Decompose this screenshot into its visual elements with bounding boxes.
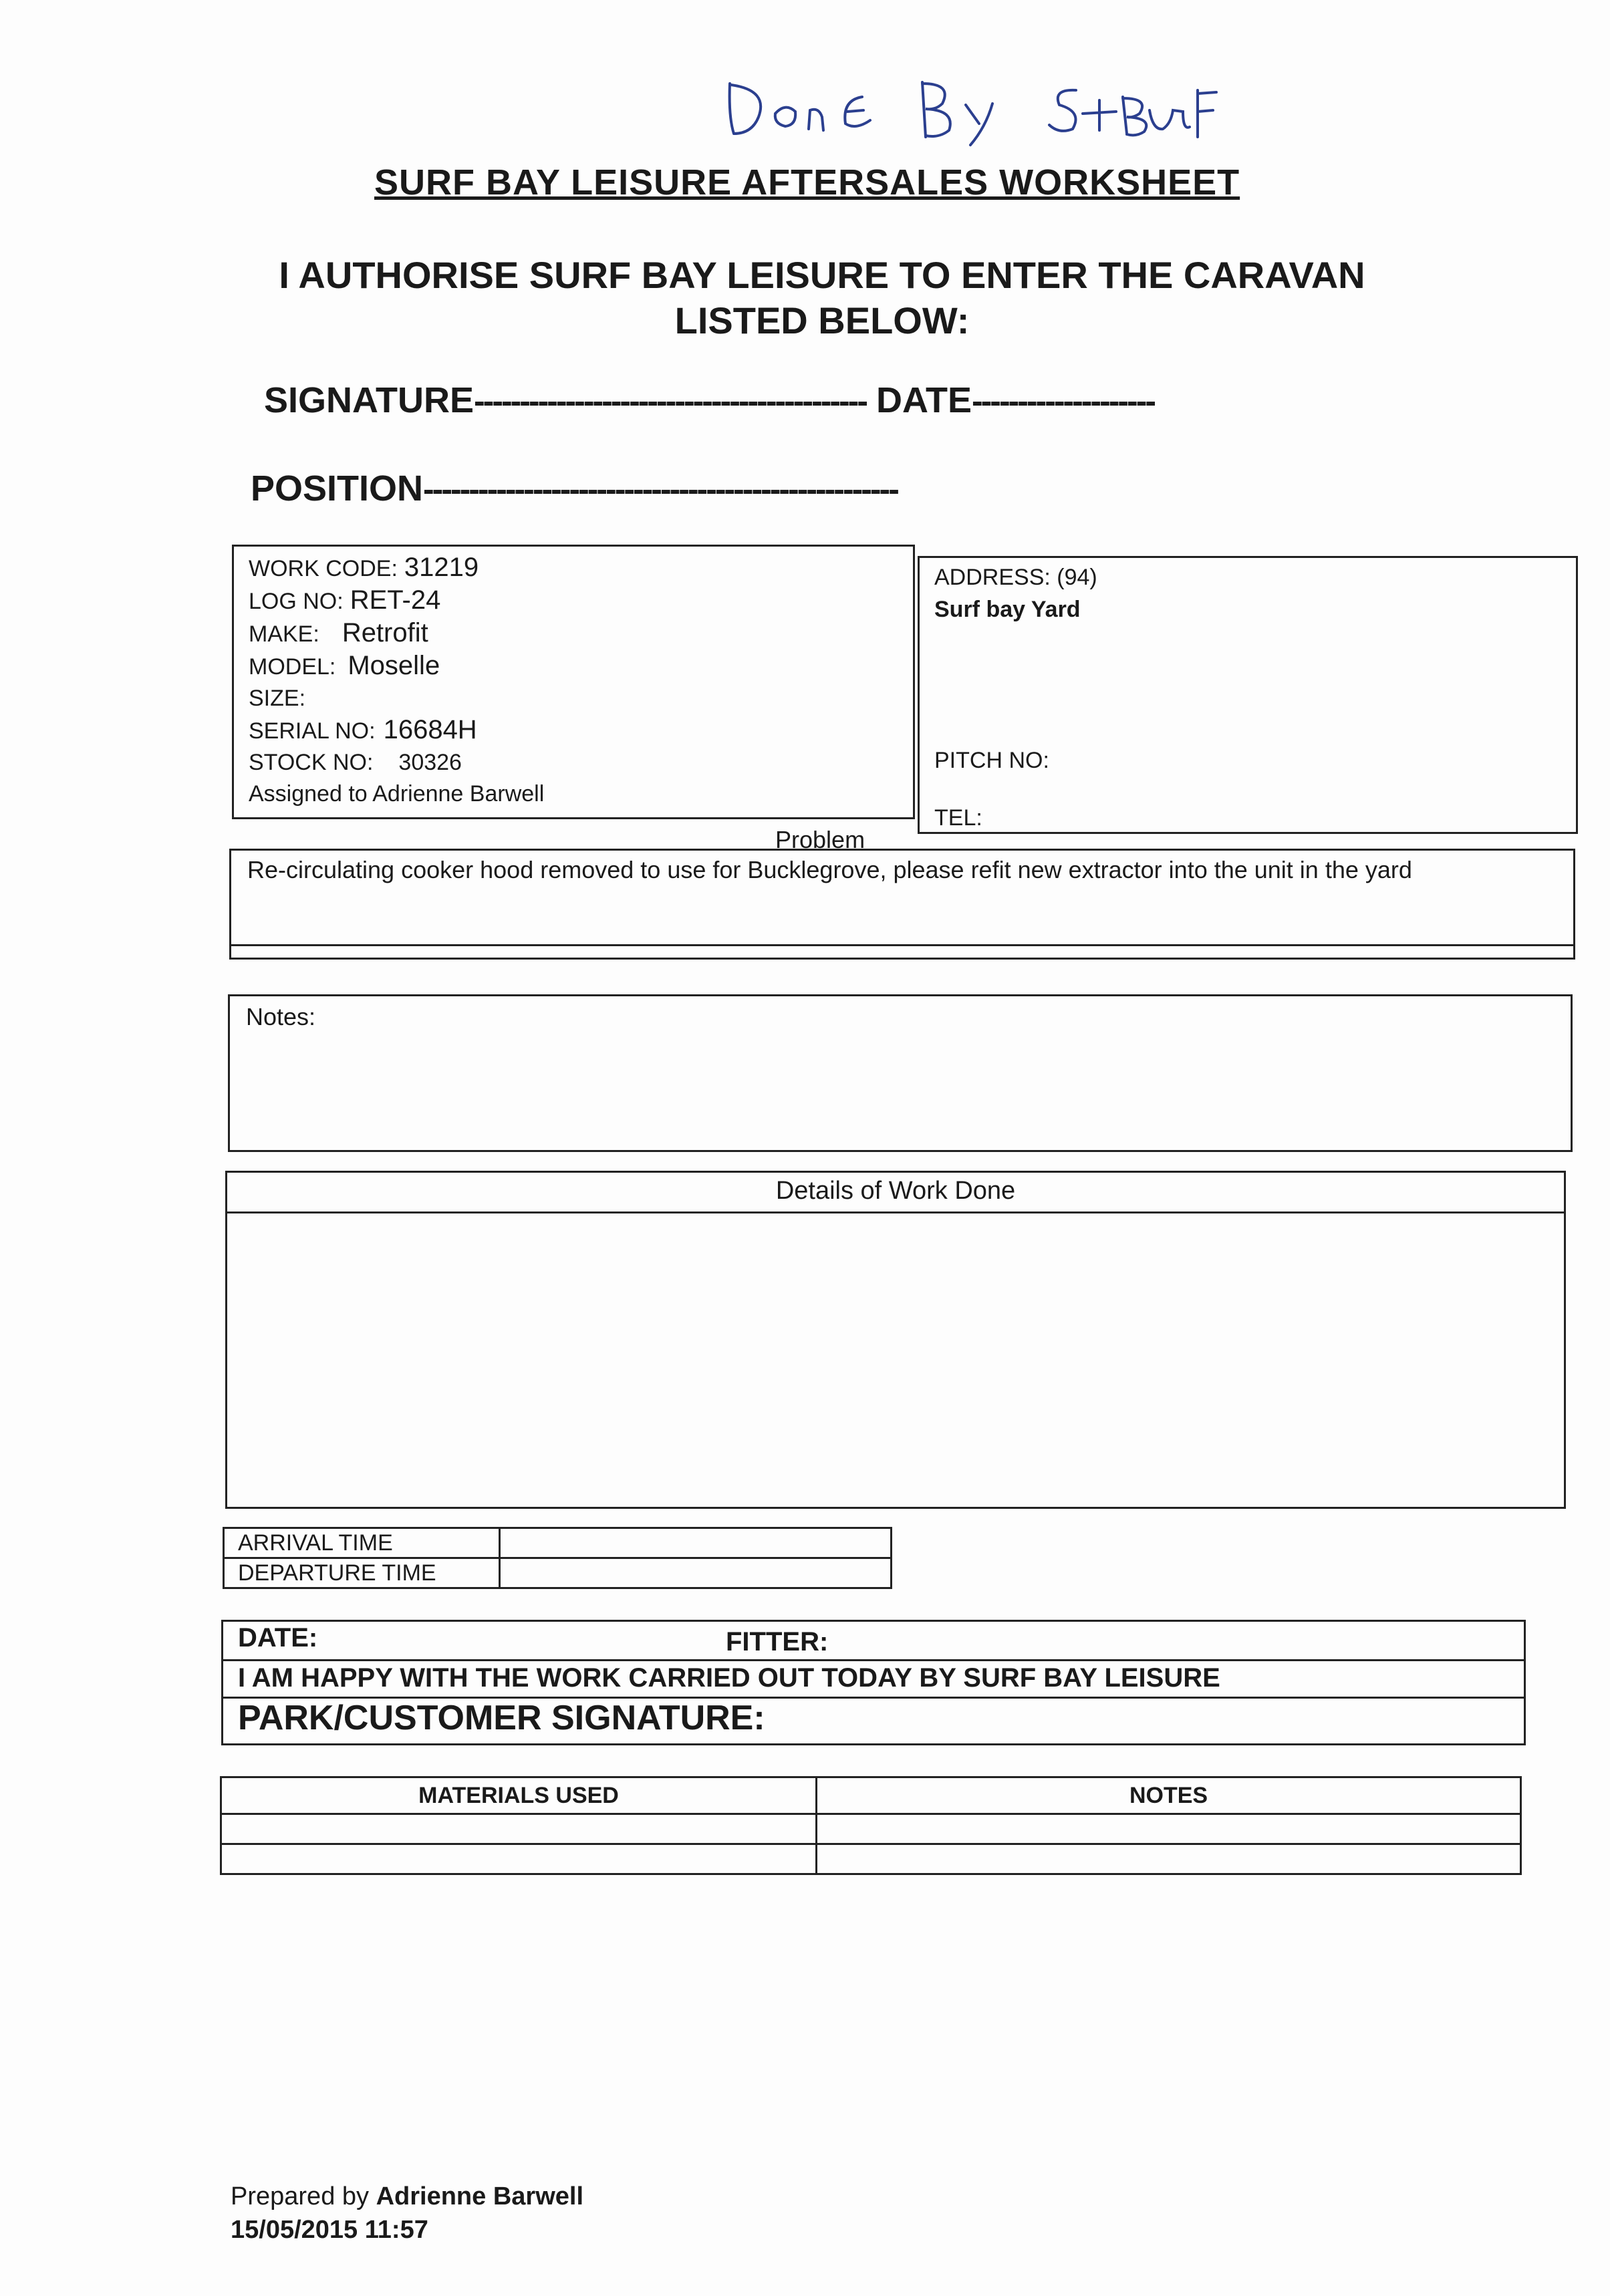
serial-row: SERIAL NO: 16684H (249, 715, 477, 744)
notes-box[interactable] (228, 994, 1573, 1152)
date-field[interactable]: -------------------- (972, 382, 1155, 420)
address-label: ADDRESS: (94) (934, 565, 1097, 590)
pitch-no-label: PITCH NO: (934, 748, 1049, 773)
make-row: MAKE: Retrofit (249, 618, 428, 648)
signoff-date-label: DATE: (238, 1623, 318, 1653)
departure-time-label: DEPARTURE TIME (224, 1558, 500, 1588)
tel-label: TEL: (934, 805, 982, 831)
position-field[interactable]: ---------------------------------------------------- (423, 470, 898, 508)
position-line (251, 468, 898, 509)
preparer-name: Adrienne Barwell (376, 2182, 583, 2210)
signoff-box (221, 1620, 1526, 1745)
materials-notes-cell[interactable] (817, 1814, 1521, 1844)
stock-value: 30326 (398, 750, 462, 775)
materials-cell[interactable] (221, 1814, 817, 1844)
materials-notes-cell[interactable] (817, 1844, 1521, 1874)
signature-label: SIGNATURE (264, 380, 475, 420)
work-done-label: Details of Work Done (775, 1177, 1016, 1205)
problem-text: Re-circulating cooker hood removed to use for Bucklegrove, please refit new extractor into the unit in the yard (247, 856, 1412, 883)
footer (231, 2180, 583, 2247)
stock-row: STOCK NO: 30326 (249, 750, 462, 775)
serial-value: 16684H (383, 715, 477, 744)
materials-notes-header: NOTES (817, 1777, 1521, 1814)
problem-label: Problem (775, 826, 865, 853)
happy-statement: I AM HAPPY WITH THE WORK CARRIED OUT TODAY BY SURF BAY LEISURE (238, 1663, 1220, 1693)
address-value: Surf bay Yard (934, 597, 1081, 622)
document-title: SURF BAY LEISURE AFTERSALES WORKSHEET (374, 162, 1240, 202)
work-code-value: 31219 (404, 553, 479, 582)
log-no-value: RET-24 (350, 585, 441, 615)
departure-time-field[interactable] (500, 1558, 892, 1588)
unit-details-box (232, 545, 915, 819)
prepared-by: Prepared by Adrienne Barwell (231, 2182, 583, 2210)
address-box (918, 556, 1578, 834)
date-label: DATE (876, 380, 972, 420)
materials-table (220, 1776, 1522, 1875)
handwritten-note (722, 70, 1230, 150)
notes-label: Notes: (246, 1003, 316, 1030)
size-row: SIZE: (249, 686, 306, 711)
model-value: Moselle (348, 651, 440, 680)
work-code-row: WORK CODE: 31219 (249, 553, 479, 582)
work-done-box[interactable] (225, 1171, 1566, 1509)
authorisation-statement: I AUTHORISE SURF BAY LEISURE TO ENTER THE CARAVAN LISTED BELOW: (279, 254, 1365, 341)
materials-used-header: MATERIALS USED (221, 1777, 817, 1814)
times-table (223, 1527, 892, 1589)
customer-signature-label: PARK/CUSTOMER SIGNATURE: (238, 1699, 765, 1737)
materials-cell[interactable] (221, 1844, 817, 1874)
make-value: Retrofit (342, 618, 428, 648)
prepared-datetime: 15/05/2015 11:57 (231, 2216, 428, 2244)
signature-field[interactable]: ------------------------------------------- (474, 382, 866, 420)
position-label: POSITION (251, 468, 424, 509)
log-no-row: LOG NO: RET-24 (249, 585, 441, 615)
signature-line (264, 380, 1154, 421)
problem-box (229, 849, 1575, 960)
model-row: MODEL: Moselle (249, 651, 440, 680)
assigned-to: Assigned to Adrienne Barwell (249, 781, 545, 807)
arrival-time-label: ARRIVAL TIME (224, 1528, 500, 1558)
fitter-label: FITTER: (726, 1627, 829, 1657)
arrival-time-field[interactable] (500, 1528, 892, 1558)
